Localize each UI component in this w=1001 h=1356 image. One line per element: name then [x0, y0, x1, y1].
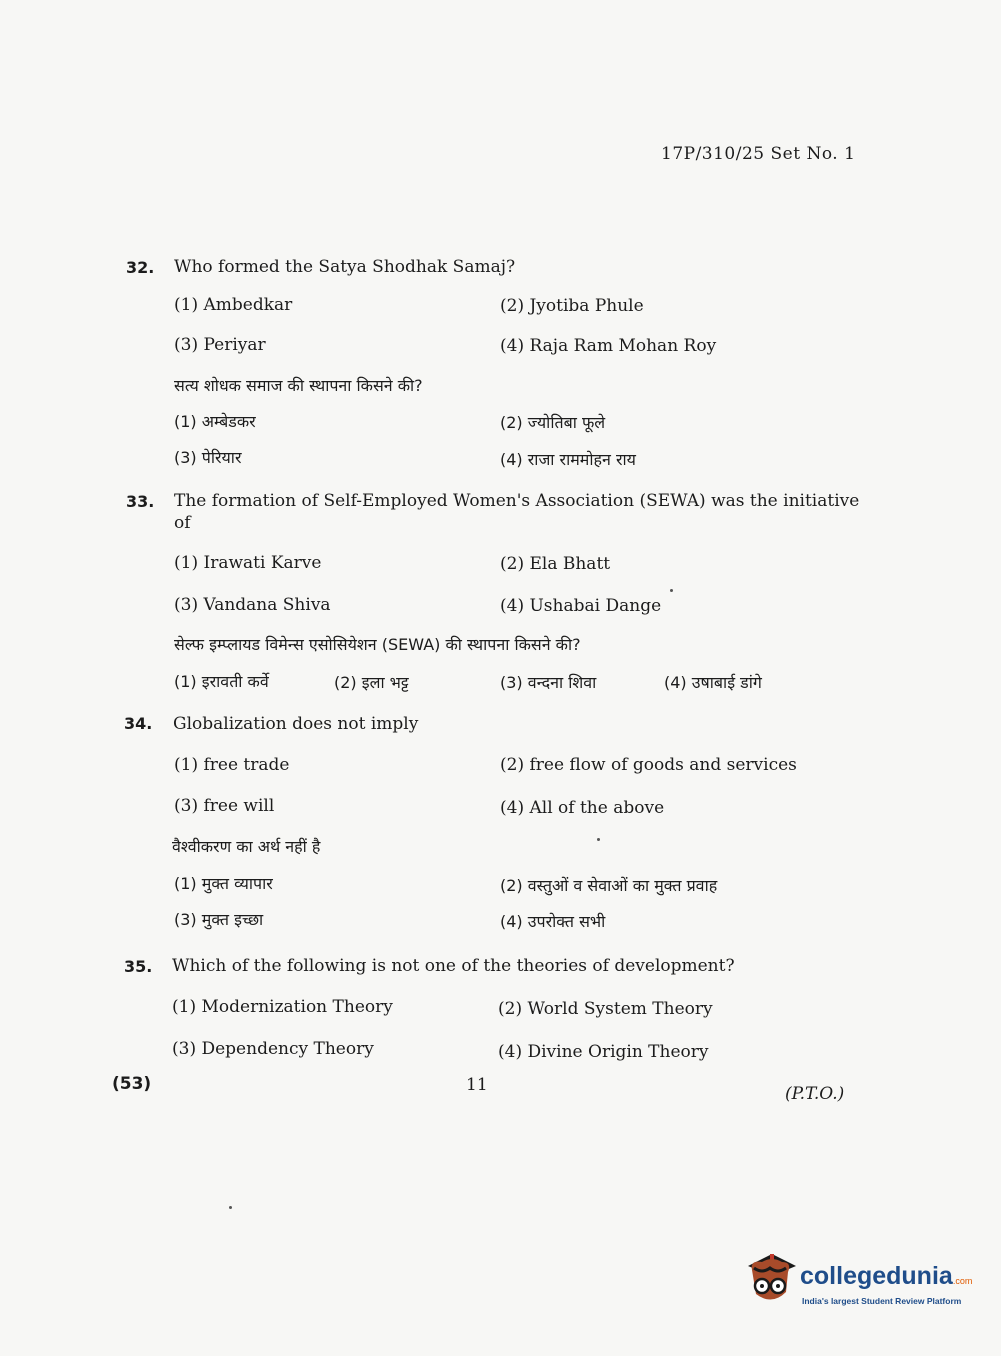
option-4: (4) Raja Ram Mohan Roy: [500, 336, 717, 356]
question-text: Which of the following is not one of the theories of development?: [172, 956, 735, 976]
hindi-option-4: (4) उषाबाई डांगे: [664, 673, 762, 692]
hindi-question-text: सत्य शोधक समाज की स्थापना किसने की?: [174, 376, 423, 395]
logo-tagline: India's largest Student Review Platform: [802, 1296, 962, 1306]
page-number: 11: [466, 1075, 488, 1095]
question-text: Who formed the Satya Shodhak Samaj?: [174, 257, 516, 277]
option-4: (4) Divine Origin Theory: [498, 1042, 709, 1062]
please-turn-over: (P.T.O.): [785, 1084, 845, 1104]
scan-speck: [597, 838, 600, 841]
option-1: (1) Ambedkar: [174, 295, 293, 315]
hindi-option-1: (1) इरावती कर्वे: [174, 672, 269, 691]
hindi-option-3: (3) पेरियार: [174, 448, 242, 467]
option-1: (1) Modernization Theory: [172, 997, 393, 1017]
hindi-option-2: (2) ज्योतिबा फूले: [500, 413, 606, 432]
hindi-option-3: (3) वन्दना शिवा: [500, 673, 597, 692]
question-number: 32.: [126, 258, 155, 277]
option-3: (3) Periyar: [174, 335, 266, 355]
option-4: (4) All of the above: [500, 798, 665, 818]
hindi-option-3: (3) मुक्त इच्छा: [174, 910, 264, 929]
option-2: (2) Ela Bhatt: [500, 554, 611, 574]
hindi-option-4: (4) राजा राममोहन राय: [500, 450, 636, 469]
hindi-option-4: (4) उपरोक्त सभी: [500, 912, 606, 931]
paper-code: 17P/310/25 Set No. 1: [661, 144, 856, 164]
option-3: (3) Dependency Theory: [172, 1039, 374, 1059]
question-number: 34.: [124, 714, 153, 733]
hindi-option-1: (1) मुक्त व्यापार: [174, 874, 273, 893]
option-3: (3) free will: [174, 796, 275, 816]
option-1: (1) free trade: [174, 755, 290, 775]
logo-wordmark: collegedunia.com: [800, 1262, 973, 1290]
option-2: (2) World System Theory: [498, 999, 713, 1019]
option-1: (1) Irawati Karve: [174, 553, 322, 573]
question-text: Globalization does not imply: [173, 714, 419, 734]
question-text: The formation of Self-Employed Women's Association (SEWA) was the initiative of: [174, 491, 860, 533]
booklet-code: (53): [112, 1074, 152, 1094]
option-2: (2) Jyotiba Phule: [500, 296, 644, 316]
option-2: (2) free flow of goods and services: [500, 755, 797, 775]
hindi-question-text: वैश्वीकरण का अर्थ नहीं है: [172, 837, 321, 856]
hindi-option-2: (2) वस्तुओं व सेवाओं का मुक्त प्रवाह: [500, 876, 718, 895]
mascot-icon: [742, 1248, 798, 1312]
option-3: (3) Vandana Shiva: [174, 595, 331, 615]
collegedunia-logo: [742, 1248, 972, 1318]
scan-speck: [229, 1206, 232, 1209]
option-4: (4) Ushabai Dange: [500, 596, 662, 616]
hindi-option-1: (1) अम्बेडकर: [174, 412, 256, 431]
question-number: 33.: [126, 492, 155, 511]
hindi-option-2: (2) इला भट्ट: [334, 673, 409, 692]
scan-speck: [670, 589, 673, 592]
question-number: 35.: [124, 957, 153, 976]
hindi-question-text: सेल्फ इम्प्लायड विमेन्स एसोसियेशन (SEWA) की स्थापना किसने की?: [174, 635, 581, 654]
